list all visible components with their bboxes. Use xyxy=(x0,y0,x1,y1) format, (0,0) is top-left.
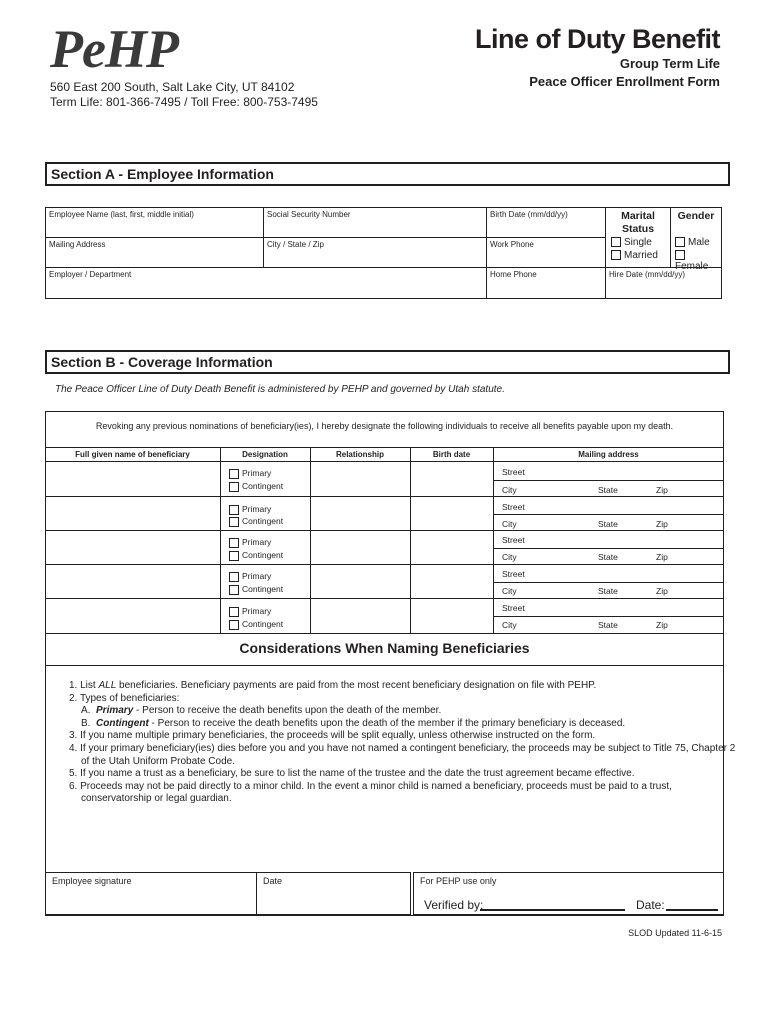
primary-checkbox[interactable] xyxy=(229,538,239,548)
ssn-label: Social Security Number xyxy=(267,210,351,219)
single-label: Single xyxy=(624,237,652,248)
city-label: City xyxy=(502,620,517,630)
contingent-label: Contingent xyxy=(242,481,284,491)
pehp-use-box xyxy=(413,872,724,915)
birth-date-field[interactable] xyxy=(486,207,606,238)
primary-checkbox[interactable] xyxy=(229,505,239,515)
col-header-birth-date: Birth date xyxy=(432,450,471,459)
employee-signature-label: Employee signature xyxy=(52,876,132,886)
primary-option[interactable] xyxy=(229,537,271,548)
street-label: Street xyxy=(502,603,525,613)
gender-label: Gender xyxy=(677,210,715,222)
logo-text: PeHP xyxy=(50,19,178,79)
male-checkbox[interactable] xyxy=(675,237,685,247)
consideration-1: 1. List ALL beneficiaries. Beneficiary payments are paid from the most recent beneficiary designation on file with PEHP. xyxy=(69,680,597,691)
birth-date-label: Birth Date (mm/dd/yy) xyxy=(490,210,568,219)
considerations-list xyxy=(69,680,736,806)
zip-label: Zip xyxy=(656,620,668,630)
married-checkbox[interactable] xyxy=(611,250,621,260)
pehp-use-label: For PEHP use only xyxy=(420,876,497,886)
male-option[interactable] xyxy=(671,237,721,248)
verified-by-label: Verified by: xyxy=(424,898,484,912)
zip-label: Zip xyxy=(656,519,668,529)
primary-label: Primary xyxy=(242,504,272,514)
col-header-designation: Designation xyxy=(242,450,288,459)
street-label: Street xyxy=(502,535,525,545)
state-label: State xyxy=(598,485,618,495)
col-header-relationship: Relationship xyxy=(335,450,384,459)
primary-checkbox[interactable] xyxy=(229,469,239,479)
primary-label: Primary xyxy=(242,468,272,478)
contingent-label: Contingent xyxy=(242,584,284,594)
female-checkbox[interactable] xyxy=(675,250,685,260)
employee-name-field[interactable] xyxy=(45,207,264,238)
consideration-5: 5. If you name a trust as a beneficiary, be sure to list the name of the trustee and the date the trust agreement became effective. xyxy=(69,768,635,780)
female-label: Female xyxy=(675,261,709,272)
male-label: Male xyxy=(688,237,710,248)
pehp-logo xyxy=(50,19,178,79)
primary-checkbox[interactable] xyxy=(229,607,239,617)
mailing-address-label: Mailing Address xyxy=(49,240,106,249)
female-option[interactable] xyxy=(671,250,721,272)
street-label: Street xyxy=(502,467,525,477)
ssn-field[interactable] xyxy=(263,207,487,238)
state-label: State xyxy=(598,552,618,562)
contingent-option[interactable] xyxy=(229,481,283,492)
contingent-checkbox[interactable] xyxy=(229,517,239,527)
contingent-label: Contingent xyxy=(242,516,284,526)
state-label: State xyxy=(598,586,618,596)
gender-box xyxy=(670,207,722,272)
section-b-heading: Section B - Coverage Information xyxy=(45,350,730,374)
married-label: Married xyxy=(624,250,658,261)
primary-option[interactable] xyxy=(229,504,271,515)
consideration-2b: B. Contingent - Person to receive the death benefits upon the death of the member if the primary beneficiary is deceased. xyxy=(81,717,626,729)
contingent-checkbox[interactable] xyxy=(229,551,239,561)
consideration-4-cont: of the Utah Uniform Probate Code. xyxy=(81,755,235,767)
primary-option[interactable] xyxy=(229,571,271,582)
employer-department-field[interactable] xyxy=(45,267,487,299)
administration-note: The Peace Officer Line of Duty Death Benefit is administered by PEHP and governed by Utah statute. xyxy=(55,384,505,395)
single-checkbox[interactable] xyxy=(611,237,621,247)
signature-date-field[interactable] xyxy=(256,872,411,915)
employee-signature-field[interactable] xyxy=(45,872,257,915)
city-label: City xyxy=(502,519,517,529)
primary-option[interactable] xyxy=(229,606,271,617)
primary-option[interactable] xyxy=(229,468,271,479)
employer-department-label: Employer / Department xyxy=(49,270,132,279)
revoke-statement: Revoking any previous nominations of beneficiary(ies), I hereby designate the following individuals to receive all benefits payable upon my death. xyxy=(95,421,674,431)
work-phone-field[interactable] xyxy=(486,237,606,268)
state-label: State xyxy=(598,620,618,630)
consideration-2: 2. Types of beneficiaries: xyxy=(69,692,180,704)
contingent-option[interactable] xyxy=(229,516,283,527)
contingent-option[interactable] xyxy=(229,619,283,630)
city-state-zip-field[interactable] xyxy=(263,237,487,268)
verified-date-label: Date: xyxy=(636,898,665,912)
primary-checkbox[interactable] xyxy=(229,572,239,582)
primary-label: Primary xyxy=(242,606,272,616)
contingent-label: Contingent xyxy=(242,619,284,629)
verified-date-line[interactable] xyxy=(666,909,718,911)
consideration-4: 4. If your primary beneficiary(ies) dies before you and you have not named a contingent beneficiary, the proceeds may be subject to Title 75, Chapter 2 xyxy=(69,742,736,754)
primary-label: Primary xyxy=(242,537,272,547)
col-header-name: Full given name of beneficiary xyxy=(75,450,190,459)
state-label: State xyxy=(598,519,618,529)
primary-label: Primary xyxy=(242,571,272,581)
address-line: 560 East 200 South, Salt Lake City, UT 84102 xyxy=(50,80,295,94)
considerations-title: Considerations When Naming Beneficiaries xyxy=(239,640,530,656)
contingent-checkbox[interactable] xyxy=(229,585,239,595)
form-subtitle-1: Group Term Life xyxy=(619,56,720,71)
consideration-3: 3. If you name multiple primary beneficiaries, the proceeds will be split equally, unless otherwise instructed on the form. xyxy=(69,730,596,742)
city-state-zip-label: City / State / Zip xyxy=(267,240,324,249)
mailing-address-field[interactable] xyxy=(45,237,264,268)
contingent-label: Contingent xyxy=(242,550,284,560)
married-option[interactable] xyxy=(606,250,670,261)
employee-info-grid xyxy=(45,207,722,299)
consideration-2a: A. Primary - Person to receive the death benefits upon the death of the member. xyxy=(81,705,442,717)
home-phone-label: Home Phone xyxy=(490,270,537,279)
work-phone-label: Work Phone xyxy=(490,240,534,249)
home-phone-field[interactable] xyxy=(486,267,606,299)
street-label: Street xyxy=(502,502,525,512)
street-label: Street xyxy=(502,569,525,579)
signature-date-label: Date xyxy=(263,876,283,886)
hire-date-label: Hire Date (mm/dd/yy) xyxy=(609,270,686,279)
section-a-heading: Section A - Employee Information xyxy=(45,162,730,186)
beneficiary-table xyxy=(45,447,724,634)
form-title: Line of Duty Benefit xyxy=(475,24,720,54)
city-label: City xyxy=(502,552,517,562)
form-subtitle-2: Peace Officer Enrollment Form xyxy=(529,74,720,89)
phone-line: Term Life: 801-366-7495 / Toll Free: 800-753-7495 xyxy=(50,95,318,109)
contingent-checkbox[interactable] xyxy=(229,620,239,630)
zip-label: Zip xyxy=(656,485,668,495)
consideration-6-cont: conservatorship or legal guardian. xyxy=(81,793,232,805)
contingent-option[interactable] xyxy=(229,550,283,561)
verified-by-line[interactable] xyxy=(480,909,625,911)
col-header-mailing-address: Mailing address xyxy=(578,450,639,459)
city-label: City xyxy=(502,485,517,495)
contingent-checkbox[interactable] xyxy=(229,482,239,492)
zip-label: Zip xyxy=(656,586,668,596)
city-label: City xyxy=(502,586,517,596)
marital-status-box xyxy=(605,207,671,268)
employee-name-label: Employee Name (last, first, middle initial) xyxy=(49,210,194,219)
consideration-6: 6. Proceeds may not be paid directly to a minor child. In the event a minor child is named a beneficiary, proceeds must be paid to a trust, xyxy=(69,780,672,792)
single-option[interactable] xyxy=(606,237,670,248)
form-code: SLOD Updated 11-6-15 xyxy=(628,928,722,938)
marital-status-label: Marital Status xyxy=(621,210,655,235)
zip-label: Zip xyxy=(656,552,668,562)
contingent-option[interactable] xyxy=(229,584,283,595)
